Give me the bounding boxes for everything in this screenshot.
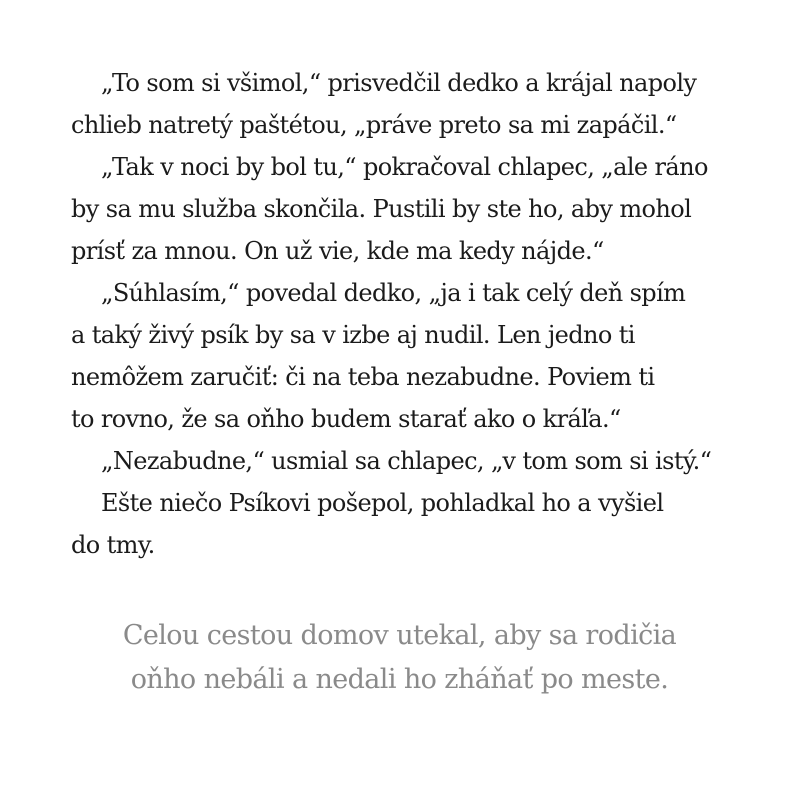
text-line: prísť za mnou. On už vie, kde ma kedy nájde.“ (71, 237, 604, 265)
story-text (71, 62, 741, 566)
text-line: nemôžem zaručiť: či na teba nezabudne. Poviem ti (71, 363, 655, 391)
text-line: chlieb natretý paštétou, „práve preto sa mi zapáčil.“ (71, 111, 677, 139)
text-line: by sa mu služba skončila. Pustili by ste ho, aby mohol (71, 195, 692, 223)
text-line: to rovno, že sa oňho budem starať ako o kráľa.“ (71, 405, 621, 433)
text-line: a taký živý psík by sa v izbe aj nudil. Len jedno ti (71, 321, 635, 349)
caption-line: Celou cestou domov utekal, aby sa rodičia (122, 620, 677, 651)
text-line: „Súhlasím,“ povedal dedko, „ja i tak celý deň spím (101, 279, 686, 307)
illustration-caption (0, 614, 799, 702)
text-line: „To som si všimol,“ prisvedčil dedko a krájal napoly (101, 69, 697, 97)
text-line: do tmy. (71, 531, 155, 559)
text-line: „Tak v noci by bol tu,“ pokračoval chlapec, „ale ráno (101, 153, 708, 181)
story-page (71, 62, 741, 566)
text-line: Ešte niečo Psíkovi pošepol, pohladkal ho a vyšiel (101, 489, 664, 517)
caption-line: oňho nebáli a nedali ho zháňať po meste. (130, 664, 669, 695)
text-line: „Nezabudne,“ usmial sa chlapec, „v tom som si istý.“ (101, 447, 712, 475)
